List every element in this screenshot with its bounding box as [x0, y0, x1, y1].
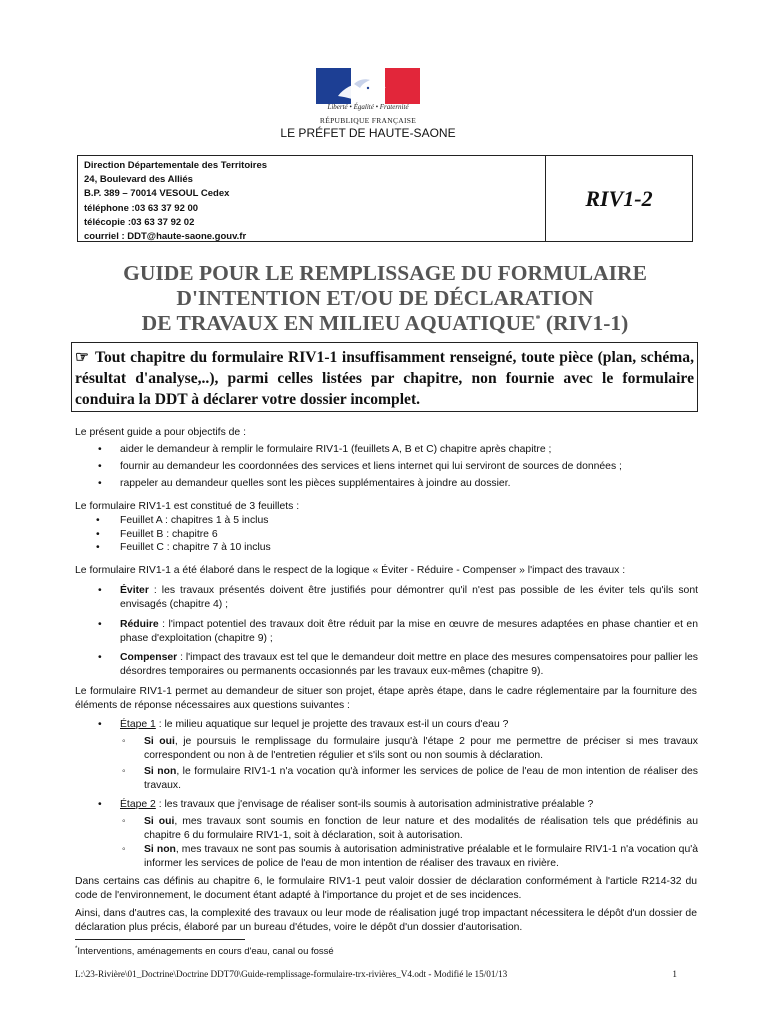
address-line: télécopie :03 63 37 92 02: [84, 216, 195, 228]
marianne-profile-icon: [334, 74, 394, 102]
footnote: *Interventions, aménagements en cours d'eau, canal ou fossé: [75, 946, 334, 958]
warning-text: Tout chapitre du formulaire RIV1-1 insuffisamment renseigné, toute pièce (plan, schéma, résultat d'analyse,..), parmi celles listées par chapitre, non fournie avec le formulaire conduira la DDT à déclarer votre dossier incomplet.: [75, 349, 694, 408]
document-title: [60, 261, 710, 336]
sub-bullet: ◦: [122, 816, 126, 827]
list-item: aider le demandeur à remplir le formulaire RIV1-1 (feuillets A, B et C) chapitre après chapitre ;: [120, 444, 552, 455]
republique-francaise: RÉPUBLIQUE FRANÇAISE: [319, 116, 417, 125]
etape-2-oui: Si oui, mes travaux sont soumis en fonction de leur nature et des modalités de réalisation tels que prédéfinis au chapitre 6 du formulaire RIV1-1, soit à déclaration, soit à autorisation.: [144, 816, 698, 841]
address-line: téléphone :03 63 37 92 00: [84, 202, 199, 214]
footnote-rule: [75, 939, 245, 940]
republic-motto: Liberté • Égalité • Fraternité: [327, 103, 409, 111]
bullet: •: [96, 529, 100, 540]
list-item: rappeler au demandeur quelles sont les pièces supplémentaires à joindre au dossier.: [120, 478, 511, 489]
bullet: •: [98, 444, 102, 455]
bullet: •: [98, 619, 102, 630]
title-line-2: D'INTENTION ET/OU DE DÉCLARATION: [176, 286, 594, 310]
footnote-marker: *: [535, 313, 541, 325]
title-line-3: DE TRAVAUX EN MILIEU AQUATIQUE* (RIV1-1): [141, 311, 629, 335]
page-number: 1: [672, 969, 677, 979]
bullet: •: [98, 461, 102, 472]
address-line: B.P. 389 – 70014 VESOUL Cedex: [84, 188, 230, 200]
header-box: [77, 155, 693, 242]
feuillets-lead: Le formulaire RIV1-1 est constitué de 3 feuillets :: [75, 501, 300, 512]
list-item: Éviter : les travaux présentés doivent être justifiés pour démontrer qu'il n'est pas possible de les éviter tels qu'ils sont envisagés (chapitre 4) ;: [120, 585, 698, 610]
etape-1-oui: Si oui, je poursuis le remplissage du formulaire jusqu'à l'étape 2 pour me permettre de préciser si mes travaux correspondent ou non à de l'entretien régulier et s'ils sont ou non soumis à déclaration.: [144, 736, 698, 761]
form-reference-code: RIV1-2: [585, 185, 653, 211]
list-item: Compenser : l'impact des travaux est tel que le demandeur doit mettre en place des mesures compensatoires pour pallier les désordres temporaires ou permanents occasionnés par les travaux eux-mêmes (chapitre 9).: [120, 652, 698, 677]
list-item: Feuillet A : chapitres 1 à 5 inclus: [120, 515, 269, 526]
address-line: courriel : DDT@haute-saone.gouv.fr: [84, 231, 247, 243]
etape-1-non: Si non, le formulaire RIV1-1 n'a vocation qu'à informer les services de police de l'eau de mon intention de réaliser des travaux.: [144, 766, 698, 791]
list-item: Feuillet B : chapitre 6: [120, 529, 218, 540]
address-line: Direction Départementale des Territoires: [84, 160, 268, 171]
logique-lead: Le formulaire RIV1-1 a été élaboré dans le respect de la logique « Éviter - Réduire - Compenser » l'impact des travaux :: [75, 565, 626, 576]
bullet: •: [98, 719, 102, 730]
address-block: [78, 156, 546, 241]
bullet: •: [98, 585, 102, 596]
pointing-hand-icon: ☞: [75, 349, 89, 366]
sub-bullet: ◦: [122, 844, 126, 855]
etape-2: Étape 2 : les travaux que j'envisage de réaliser sont-ils soumis à autorisation administrative préalable ?: [120, 799, 594, 810]
title-line-1: GUIDE POUR LE REMPLISSAGE DU FORMULAIRE: [123, 261, 647, 285]
prefet-heading: LE PRÉFET DE HAUTE-SAONE: [280, 126, 456, 140]
etapes-lead: Le formulaire RIV1-1 permet au demandeur de situer son projet, étape après étape, dans le cadre réglementaire par la fourniture des éléments de réponse nécessaires aux questions suivantes :: [75, 686, 697, 711]
warning-box: [71, 342, 698, 412]
list-item: fournir au demandeur les coordonnées des services et liens internet qui lui serviront de sources de données ;: [120, 461, 622, 472]
bullet: •: [98, 652, 102, 663]
closing-paragraph-2: Ainsi, dans d'autres cas, la complexité des travaux ou leur mode de réalisation jugé trop impactant nécessitera le dépôt d'un dossier de déclaration plus précis, élaboré par un bureau d'études, voire le dépôt d'un dossier d'autorisation.: [75, 908, 697, 933]
etape-1: Étape 1 : le milieu aquatique sur lequel je projette des travaux est-il un cours d'eau ?: [120, 719, 509, 730]
sub-bullet: ◦: [122, 766, 126, 777]
bullet: •: [98, 799, 102, 810]
file-path: L:\23-Rivière\01_Doctrine\Doctrine DDT70\Guide-remplissage-formulaire-trx-rivières_V4.odt - Modifié le 15/01/13: [75, 969, 508, 979]
intro-lead: Le présent guide a pour objectifs de :: [75, 427, 246, 438]
address-line: 24, Boulevard des Alliés: [84, 174, 193, 186]
bullet: •: [96, 542, 100, 553]
etape-2-non: Si non, mes travaux ne sont pas soumis à autorisation administrative préalable et le formulaire RIV1-1 n'a vocation qu'à informer les services de police de l'eau de mon intention de réaliser des travaux en rivière.: [144, 844, 698, 869]
bullet: •: [98, 478, 102, 489]
list-item: Réduire : l'impact potentiel des travaux doit être réduit par la mise en œuvre de mesures adaptées en phase chantier et en phase d'exploitation (chapitre 9) ;: [120, 619, 698, 644]
sub-bullet: ◦: [122, 736, 126, 747]
list-item: Feuillet C : chapitre 7 à 10 inclus: [120, 542, 271, 553]
bullet: •: [96, 515, 100, 526]
closing-paragraph-1: Dans certains cas définis au chapitre 6, le formulaire RIV1-1 peut valoir dossier de déclaration conformément à l'article R214-32 du code de l'environnement, le document étant adapté à l'importance du projet et de ses incidences.: [75, 876, 697, 901]
